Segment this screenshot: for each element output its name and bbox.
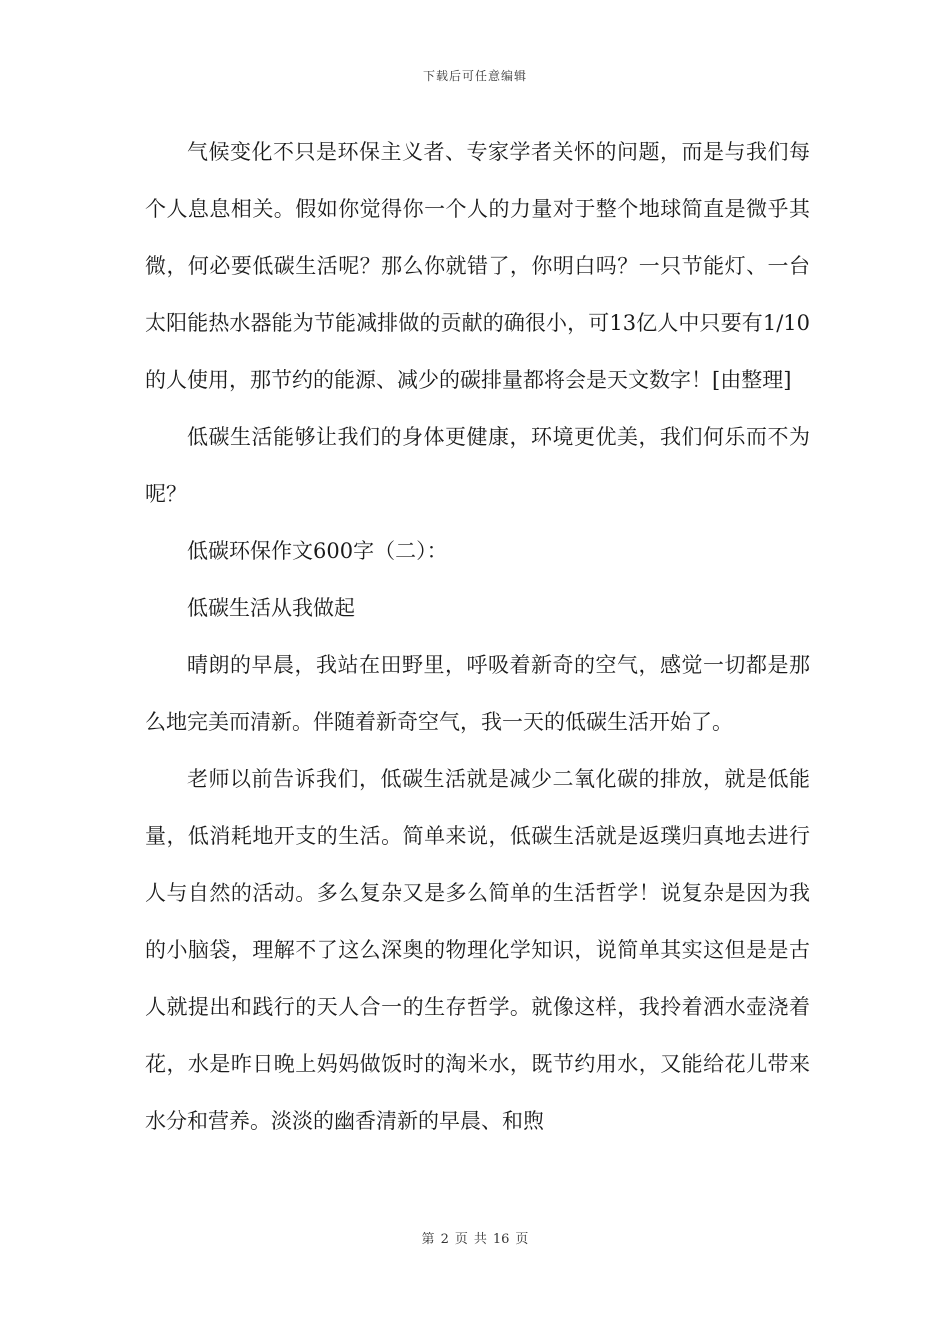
footer-total-word: 共 <box>473 1232 487 1247</box>
document-body <box>145 124 810 1150</box>
paragraph: 低碳生活能够让我们的身体更健康，环境更优美，我们何乐而不为呢？ <box>145 425 810 506</box>
paragraph: 气候变化不只是环保主义者、专家学者关怀的问题，而是与我们每个人息息相关。假如你觉得你一个人的力量对于整个地球简直是微乎其微，何必要低碳生活呢？那么你就错了，你明白吗？一只节能灯、一台太阳能热水器能为节能减排做的贡献的确很小，可13亿人中只要有1/10的人使用，那节约的能源、减少的碳排量都将会是天文数字！[由整理] <box>145 140 810 392</box>
essay-title: 低碳生活从我做起 <box>187 596 355 620</box>
paragraph: 晴朗的早晨，我站在田野里，呼吸着新奇的空气，感觉一切都是那么地完美而清新。伴随着新奇空气，我一天的低碳生活开始了。 <box>145 653 810 734</box>
footer-page-word: 页 <box>454 1232 468 1247</box>
total-page-count: 16 <box>492 1232 510 1247</box>
footer-prefix: 第 <box>421 1232 435 1247</box>
section-heading: 低碳环保作文600字（二）： <box>187 539 448 563</box>
footer-suffix: 页 <box>515 1232 529 1247</box>
page-header: 下载后可任意编辑 <box>422 69 527 83</box>
page-footer <box>0 1228 950 1247</box>
current-page-number: 2 <box>440 1232 449 1247</box>
paragraph: 老师以前告诉我们，低碳生活就是减少二氧化碳的排放，就是低能量，低消耗地开支的生活。简单来说，低碳生活就是返璞归真地去进行人与自然的活动。多么复杂又是多么简单的生活哲学！说复杂是因为我的小脑袋，理解不了这么深奥的物理化学知识，说简单其实这但是是古人就提出和践行的天人合一的生存哲学。就像这样，我拎着洒水壶浇着花，水是昨日晚上妈妈做饭时的淘米水，既节约用水，又能给花儿带来水分和营养。淡淡的幽香清新的早晨、和煦 <box>145 767 810 1133</box>
